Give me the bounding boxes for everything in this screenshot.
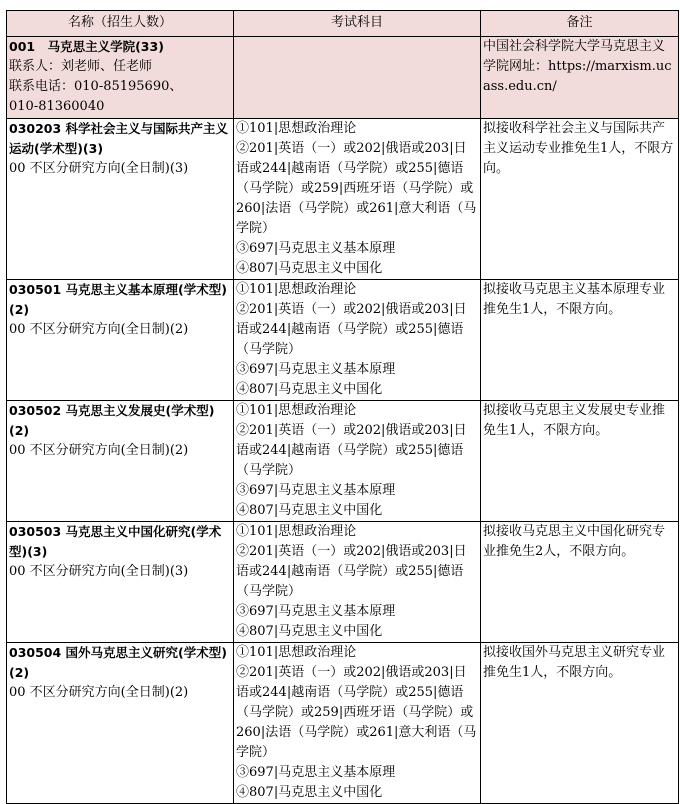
- subject-item: ④807|马克思主义中国化: [236, 261, 383, 276]
- program-note: 拟接收马克思主义中国化研究专业推免生2人，不限方向。: [481, 522, 679, 643]
- program-title: 030504 国外马克思主义研究(学术型)(2): [9, 645, 227, 680]
- program-title: 030502 马克思主义发展史(学术型)(2): [9, 403, 215, 438]
- program-note: 拟接收国外马克思主义研究专业推免生1人，不限方向。: [481, 643, 679, 804]
- subject-item: ②201|英语（一）或202|俄语或203|日语或244|越南语（马学院）或255|德语（马学院）: [236, 544, 467, 599]
- subject-item: ②201|英语（一）或202|俄语或203|日语或244|越南语（马学院）或255|德语（马学院）: [236, 423, 467, 478]
- program-name-cell: [7, 522, 234, 643]
- subject-item: ①101|思想政治理论: [236, 403, 357, 418]
- department-cell: [7, 37, 234, 119]
- program-row: [7, 522, 679, 643]
- program-row: [7, 280, 679, 401]
- header-subjects: 考试科目: [234, 11, 481, 37]
- program-subjects: [234, 280, 481, 401]
- program-table: [6, 10, 679, 804]
- program-row: [7, 643, 679, 804]
- subject-item: ①101|思想政治理论: [236, 121, 357, 136]
- department-title: 001 马克思主义学院(33): [9, 39, 164, 54]
- program-direction: 00 不区分研究方向(全日制)(2): [9, 322, 189, 337]
- subject-item: ④807|马克思主义中国化: [236, 503, 383, 518]
- program-subjects: [234, 522, 481, 643]
- subject-item: ③697|马克思主义基本原理: [236, 483, 396, 498]
- subject-item: ④807|马克思主义中国化: [236, 382, 383, 397]
- subject-item: ①101|思想政治理论: [236, 524, 357, 539]
- header-row: [7, 11, 679, 37]
- department-contact: 联系人：刘老师、任老师: [9, 59, 153, 74]
- program-direction: 00 不区分研究方向(全日制)(3): [9, 564, 189, 579]
- program-title: 030503 马克思主义中国化研究(学术型)(3): [9, 524, 222, 559]
- header-name: 名称（招生人数）: [7, 11, 234, 37]
- department-note: 中国社会科学院大学马克思主义学院网址：https://marxism.ucass.edu.cn/: [481, 37, 679, 119]
- program-name-cell: [7, 280, 234, 401]
- department-row: [7, 37, 679, 119]
- program-note: 拟接收科学社会主义与国际共产主义运动专业推免生1人，不限方向。: [481, 119, 679, 280]
- program-note: 拟接收马克思主义基本原理专业推免生1人，不限方向。: [481, 280, 679, 401]
- header-notes: 备注: [481, 11, 679, 37]
- department-phone: 联系电话：010-85195690、: [9, 79, 183, 94]
- subject-item: ③697|马克思主义基本原理: [236, 604, 396, 619]
- program-name-cell: [7, 643, 234, 804]
- subject-item: ②201|英语（一）或202|俄语或203|日语或244|越南语（马学院）或255|德语（马学院）或259|西班牙语（马学院）或260|法语（马学院）或261|意大利语（马学院）: [236, 141, 477, 236]
- subject-item: ④807|马克思主义中国化: [236, 624, 383, 639]
- subject-item: ①101|思想政治理论: [236, 645, 357, 660]
- program-direction: 00 不区分研究方向(全日制)(3): [9, 161, 189, 176]
- department-subjects: [234, 37, 481, 119]
- program-row: [7, 401, 679, 522]
- subject-item: ③697|马克思主义基本原理: [236, 765, 396, 780]
- program-row: [7, 119, 679, 280]
- subject-item: ②201|英语（一）或202|俄语或203|日语或244|越南语（马学院）或255|德语（马学院）: [236, 302, 467, 357]
- program-name-cell: [7, 401, 234, 522]
- subject-item: ④807|马克思主义中国化: [236, 785, 383, 800]
- subject-item: ③697|马克思主义基本原理: [236, 362, 396, 377]
- program-name-cell: [7, 119, 234, 280]
- program-subjects: [234, 643, 481, 804]
- department-phone2: 010-81360040: [9, 99, 105, 114]
- program-note: 拟接收马克思主义发展史专业推免生1人，不限方向。: [481, 401, 679, 522]
- program-subjects: [234, 401, 481, 522]
- program-direction: 00 不区分研究方向(全日制)(2): [9, 443, 189, 458]
- program-title: 030203 科学社会主义与国际共产主义运动(学术型)(3): [9, 121, 229, 156]
- program-subjects: [234, 119, 481, 280]
- program-direction: 00 不区分研究方向(全日制)(2): [9, 685, 189, 700]
- subject-item: ③697|马克思主义基本原理: [236, 241, 396, 256]
- subject-item: ②201|英语（一）或202|俄语或203|日语或244|越南语（马学院）或255|德语（马学院）或259|西班牙语（马学院）或260|法语（马学院）或261|意大利语（马学院）: [236, 665, 477, 760]
- program-title: 030501 马克思主义基本原理(学术型)(2): [9, 282, 227, 317]
- subject-item: ①101|思想政治理论: [236, 282, 357, 297]
